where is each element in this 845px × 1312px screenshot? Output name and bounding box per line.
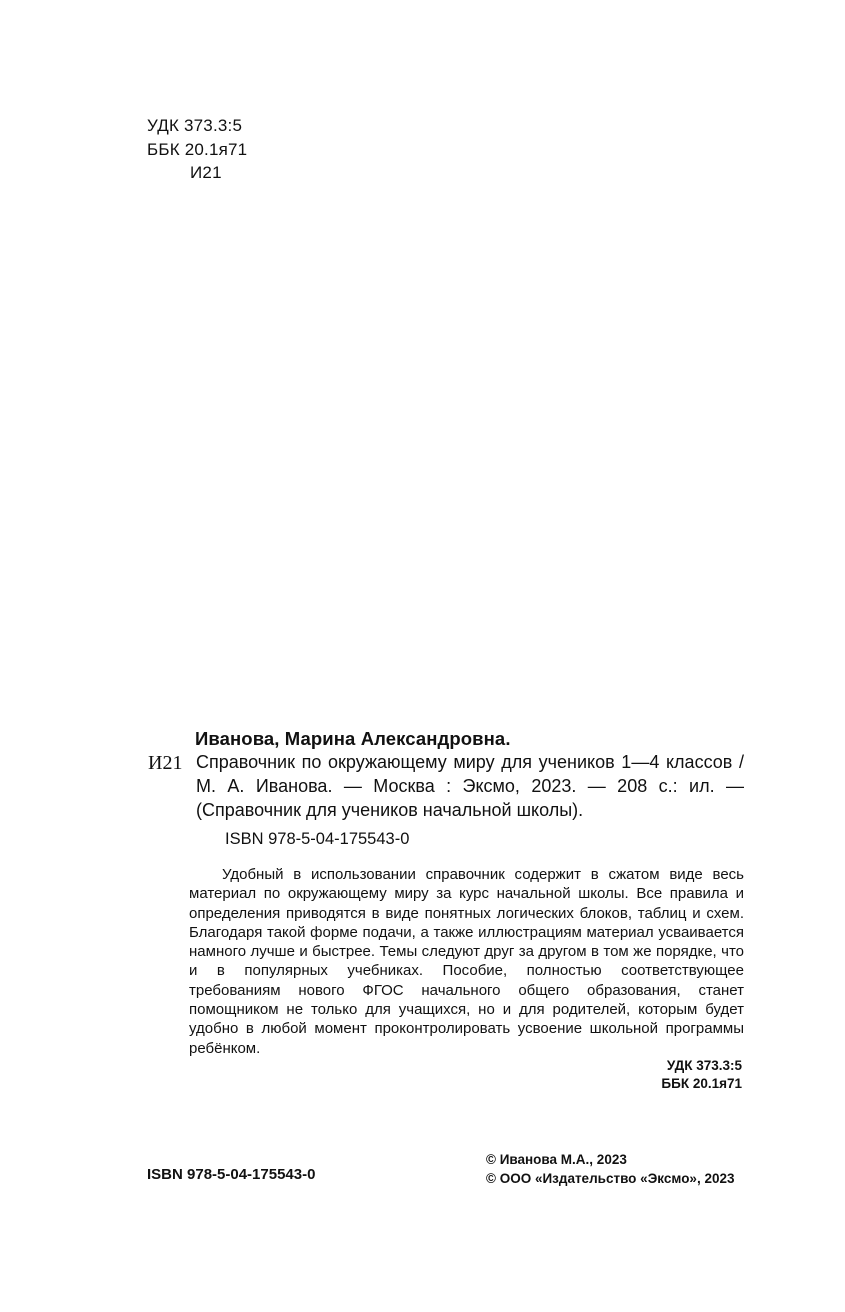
annotation: Удобный в использовании справочник содержит в сжатом виде весь материал по окружающему миру за курс начальной школы. Все правила и определения приводятся в виде понятных логических блоков, таблиц и схем. Благодаря такой форме подачи, а также иллюстрациям материал усваивается намного лучше и быстрее. Темы следуют друг за другом в том же порядке, что и в популярных учебниках. Пособие, полностью соответствующее требованиям нового ФГОС начального общего образования, станет помощником не только для учащихся, но и для родителей, которым будет удобно в любой момент проконтролировать усвоение школьной программы ребёнком. [189, 866, 744, 1057]
udk-code: УДК 373.3:5 [147, 116, 243, 135]
isbn-footer: ISBN 978-5-04-175543-0 [147, 1166, 316, 1183]
udk-code-right: УДК 373.3:5 [666, 1058, 742, 1073]
copyright-block [486, 1151, 734, 1188]
classification-block [147, 114, 247, 185]
author-code: И21 [190, 163, 222, 182]
copyright-author: © Иванова М.А., 2023 [486, 1152, 627, 1167]
bibliographic-description: Справочник по окружающему миру для учеников 1—4 классов / М. А. Иванова. — Москва : Эксмо, 2023. — 208 с.: ил. — (Справочник для учеников начальной школы). [196, 752, 744, 820]
isbn-entry: ISBN 978-5-04-175543-0 [225, 830, 410, 848]
bbk-code-right: ББК 20.1я71 [661, 1076, 742, 1091]
catalog-mark: И21 [148, 752, 183, 774]
classification-right [661, 1057, 742, 1093]
author-name: Иванова, Марина Александровна. [195, 728, 511, 749]
copyright-publisher: © ООО «Издательство «Эксмо», 2023 [486, 1170, 735, 1186]
bbk-code: ББК 20.1я71 [147, 139, 248, 159]
